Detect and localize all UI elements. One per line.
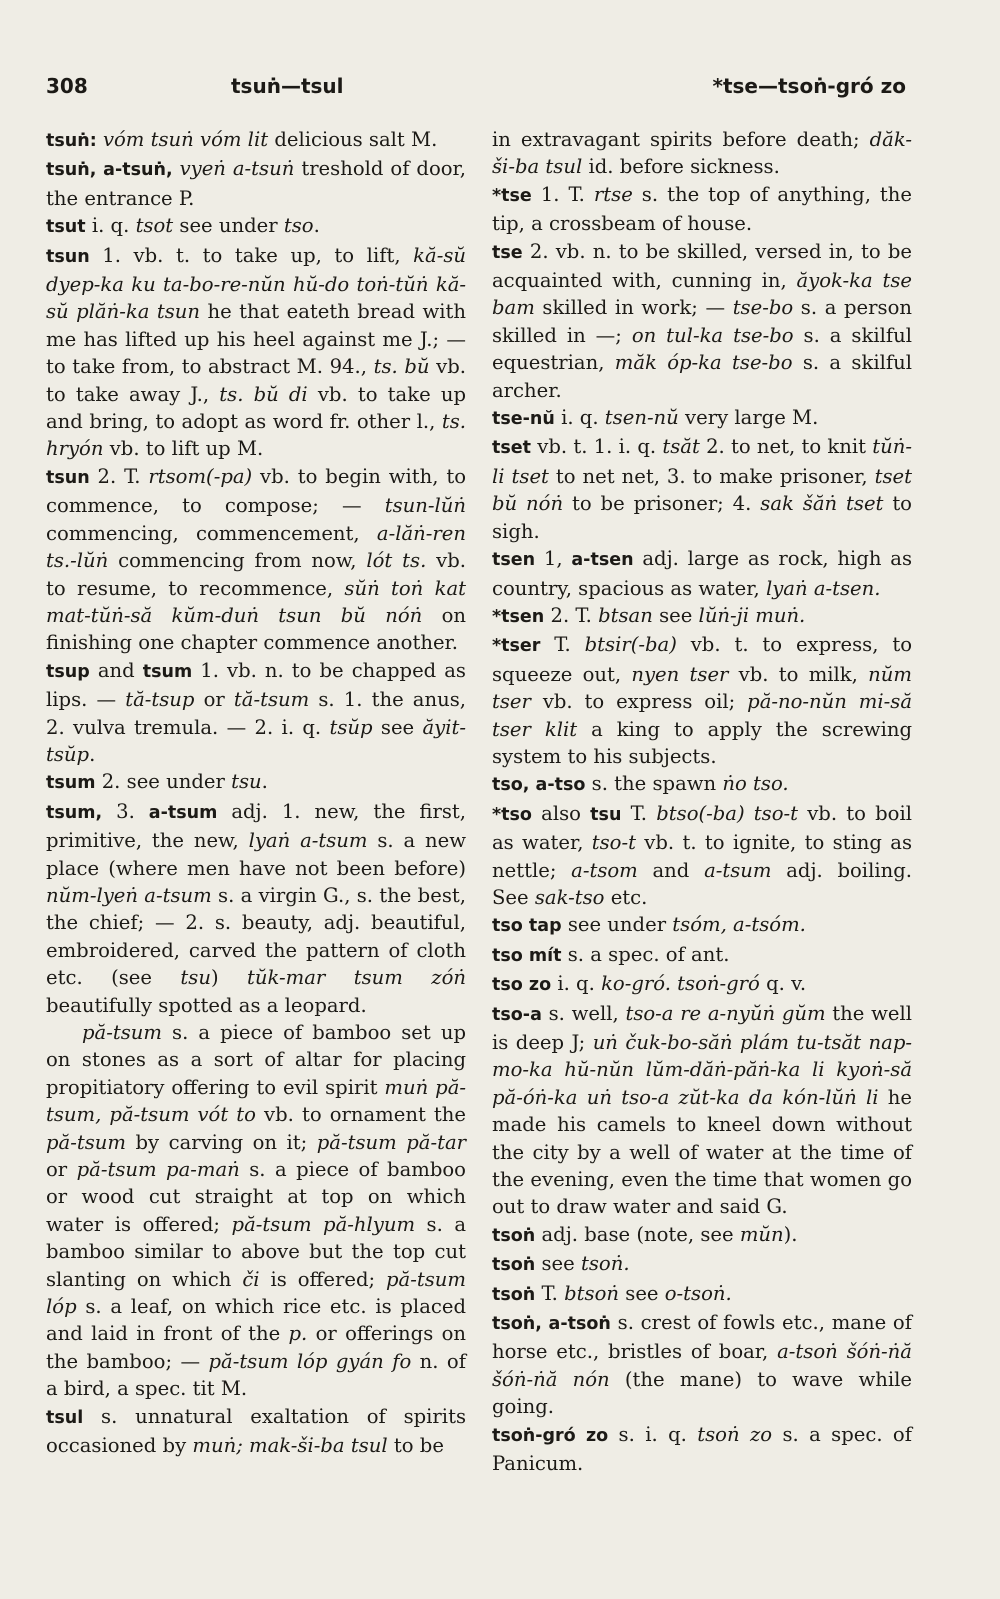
italic-term: a-tsoṅ šóṅ-ṅă šóṅ-ṅă nón (492, 1340, 912, 1391)
entry-headword: tsoṅ, a-tsoṅ (492, 1314, 611, 1335)
entry-headword: tsen (492, 550, 536, 571)
entry-headword: tse (492, 242, 523, 263)
italic-term: lyaṅ a-tsum (248, 829, 368, 853)
italic-term: tă-tsup (125, 688, 195, 712)
italic-term: rtse (593, 182, 633, 206)
dictionary-entry: tse 2. vb. n. to be skilled, versed in, to be acquainted with, cunning in, ăyok-ka tse bam skilled in work; — tse-bo s. a person skilled in —; on tul-ka tse-bo s. a skilful equestrian, măk óp-ka tse-bo s. a skilful archer. (492, 239, 912, 402)
entry-headword: *tso (492, 804, 532, 825)
entry-headword: tsun (46, 467, 90, 488)
entry-headword: tsoṅ (492, 1225, 536, 1246)
italic-term: tsun-lŭṅ (384, 494, 466, 518)
italic-term: tsen-nŭ (604, 406, 679, 430)
right-column (492, 126, 912, 1478)
italic-term: tsóm, a-tsóm. (672, 913, 806, 937)
left-column (46, 126, 466, 1460)
entry-headword: tsup (46, 661, 90, 682)
italic-term: a-lăṅ-ren ts.-lŭṅ (46, 521, 466, 573)
dictionary-entry: tso mít s. a spec. of ant. (492, 942, 730, 966)
italic-term: muṅ pă-tsum, pă-tsum vót to (46, 1075, 466, 1127)
dictionary-entry: tsoṅ-gró zo s. i. q. tsoṅ zo s. a spec. of Panicum. (492, 1422, 912, 1476)
dictionary-entry: tsoṅ T. btsoṅ see o-tsoṅ. (492, 1281, 732, 1305)
entry-headword: *tsen (492, 606, 545, 627)
bold-term: a-tsen (571, 550, 634, 571)
running-header (46, 74, 906, 104)
italic-term: on tul-ka tse-bo (631, 323, 794, 347)
italic-term: kă-sŭ dyep-ka ku ta-bo-re-nŭn hŭ-do toṅ-tŭṅ kă-sŭ plăṅ-ka tsun (46, 243, 466, 324)
italic-term: pă-tsum lóp gyán fo (208, 1349, 412, 1373)
italic-term: tŭk-mar tsum zóṅ (247, 966, 466, 990)
entry-headword: *tser (492, 636, 541, 657)
dictionary-entry: tsuṅ, a-tsuṅ, vyeṅ a-tsuṅ treshold of door, the entrance P. (46, 157, 466, 210)
entry-headword: tsuṅ: (46, 131, 97, 151)
italic-term: tsu (180, 966, 211, 990)
italic-term: muṅ; mak-ši-ba tsul (192, 1434, 388, 1458)
dictionary-entry: *tso also tsu T. btso(-ba) tso-t vb. to boil as water, tso-t vb. t. to ignite, to sting as nettle; a-tsom and a-tsum adj. boiling. See sak-tso etc. (492, 801, 913, 909)
italic-term: tse-bo (732, 296, 794, 320)
italic-term: ts. bŭ (373, 355, 430, 379)
entry-headword: tse-nŭ (492, 409, 555, 430)
italic-term: tso-t (591, 831, 636, 855)
italic-term: btsan (598, 603, 653, 627)
italic-term: nŭm-lyeṅ a-tsum (46, 883, 212, 907)
italic-term: ts. hryón (46, 410, 466, 461)
italic-term: p. (288, 1322, 308, 1346)
entry-headword: tso, a-tso (492, 775, 586, 796)
dictionary-entry: tso tap see under tsóm, a-tsóm. (492, 913, 806, 937)
italic-term: tsoṅ zo (697, 1422, 773, 1446)
italic-term: pă-tsum pa-maṅ (76, 1158, 240, 1182)
italic-term: tsăt (662, 435, 700, 459)
entry-headword: tsut (46, 217, 86, 238)
entry-headword: tsun (46, 246, 90, 267)
italic-term: măk óp-ka tse-bo (614, 351, 793, 375)
bold-term: tsu (590, 804, 622, 825)
dictionary-entry: tsen 1, a-tsen adj. large as rock, high as country, spacious as water, lyaṅ a-tsen. (492, 547, 912, 600)
right-running-head: *tse—tsoṅ-gró zo (712, 74, 906, 98)
bold-term: tsum (142, 661, 193, 682)
italic-term: sŭṅ toṅ kat mat-tŭṅ-să kŭm-duṅ tsun bŭ nóṅ (46, 576, 466, 627)
italic-term: ṅo tso. (722, 772, 789, 796)
dictionary-entry: tsum, 3. a-tsum adj. 1. new, the first, primitive, the new, lyaṅ a-tsum s. a new place (where men have not been before) nŭm-lyeṅ a-tsum s. a virgin G., s. the best, the chief; — 2. s. beauty, adj. beautiful, embroidered, carved the pattern of cloth etc. (see tsu) tŭk-mar tsum zóṅ beautifully spotted as a leopard. (46, 799, 467, 1017)
italic-term: tă-tsum (233, 688, 310, 712)
entry-headword: tsul (46, 1407, 84, 1428)
italic-term: tsot (135, 214, 174, 238)
dictionary-entry: tsuṅ: vóm tsuṅ vóm lit delicious salt M. (46, 128, 438, 151)
italic-term: tsoṅ. (580, 1252, 630, 1276)
italic-term: ăyit-tsŭp (46, 715, 467, 766)
dictionary-entry: *tsen 2. T. btsan see lŭṅ-ji muṅ. (492, 603, 806, 627)
dictionary-entry: tsoṅ, a-tsoṅ s. crest of fowls etc., mane of horse etc., bristles of boar, a-tsoṅ šóṅ-ṅă šóṅ-ṅă nón (the mane) to wave while going. (492, 1311, 912, 1419)
italic-term: nŭm tser (492, 662, 912, 714)
italic-term: a-tsom (571, 858, 638, 882)
dictionary-entry: tso-a s. well, tso-a re a-nyŭṅ gŭm the well is deep J; uṅ čuk-bo-săṅ plám tu-tsăt nap-mo-ka hŭ-nŭn lŭm-dăṅ-păṅ-ka li kyoṅ-să pă-óṅ-ka uṅ tso-a zŭt-ka da kón-lŭṅ li he made his camels to kneel down without the city by a well of water at the time of the evening, even the time that women go out to draw water and said G. (492, 1001, 913, 1219)
italic-term: tso-a re a-nyŭṅ gŭm (625, 1001, 826, 1025)
italic-term: ăyok-ka tse bam (492, 269, 912, 320)
italic-term: sak šăṅ tset (760, 492, 884, 516)
dictionary-entry: pă-tsum s. a piece of bamboo set up on stones as a sort of altar for placing propitiatory offering to evil spirit muṅ pă-tsum, pă-tsum vót to vb. to ornament the pă-tsum by carving on it; pă-tsum pă-tar or pă-tsum pa-maṅ s. a piece of bamboo or wood cut straight at top on which water is offered; pă-tsum pă-hlyum s. a bamboo similar to above but the top cut slanting on which či is offered; pă-tsum lóp s. a leaf, on which rice etc. is placed and laid in front of the p. or offerings on the bamboo; — pă-tsum lóp gyán fo n. of a bird, a spec. tit M. (46, 1021, 467, 1401)
italic-term: tŭṅ-li tset (492, 435, 912, 488)
entry-headword: tset (492, 438, 532, 459)
entry-headword: tsoṅ (492, 1284, 536, 1305)
dictionary-entry: tsup and tsum 1. vb. n. to be chapped as lips. — tă-tsup or tă-tsum s. 1. the anus, 2. vulva tremula. — 2. i. q. tsŭp see ăyit-tsŭp. (46, 658, 467, 766)
italic-term: pă-tsum pă-tar (316, 1130, 467, 1154)
dictionary-entry: tsoṅ see tsoṅ. (492, 1252, 630, 1276)
italic-term: uṅ čuk-bo-săṅ plám tu-tsăt nap-mo-ka hŭ-nŭn lŭm-dăṅ-păṅ-ka li kyoṅ-să pă-óṅ-ka uṅ tso-a zŭt-ka da kón-lŭṅ li (492, 1031, 913, 1109)
italic-term: a-tsum (704, 858, 772, 882)
dictionary-entry: tso, a-tso s. the spawn ṅo tso. (492, 772, 789, 796)
italic-term: o-tsoṅ. (664, 1281, 732, 1305)
bold-term: a-tsum (148, 802, 218, 823)
italic-term: ko-gró. tsoṅ-gró (601, 972, 760, 996)
italic-term: nyen tser (631, 662, 729, 686)
italic-term: sak-tso (534, 885, 605, 909)
dictionary-entry: tsoṅ adj. base (note, see mŭn). (492, 1222, 798, 1246)
italic-term: btso(-ba) tso-t (656, 801, 799, 825)
italic-term: ts. bŭ di (219, 382, 308, 406)
entry-headword: tsoṅ (492, 1255, 536, 1276)
entry-headword: tso-a (492, 1004, 542, 1025)
dictionary-entry: tsum 2. see under tsu. (46, 770, 268, 794)
entry-headword: tsoṅ-gró zo (492, 1425, 609, 1446)
italic-term: btsoṅ (564, 1281, 620, 1305)
italic-term: pă-no-nŭn mi-să tser klit (492, 690, 913, 741)
italic-term: či (242, 1267, 260, 1291)
left-running-head: tsuṅ—tsul (231, 74, 344, 98)
entry-headword: tsuṅ, a-tsuṅ, (46, 160, 173, 181)
italic-term: tset bŭ nóṅ (492, 464, 912, 516)
dictionary-entry: in extravagant spirits before death; dăk-ši-ba tsul id. before sickness. (492, 128, 912, 179)
italic-term: dăk-ši-ba tsul (492, 128, 912, 179)
italic-term: lyaṅ a-tsen. (765, 576, 881, 600)
italic-term: pă-tsum lóp (46, 1267, 466, 1319)
italic-term: tsu (231, 770, 262, 794)
page-number: 308 (46, 74, 88, 98)
italic-term: pă-tsum (82, 1021, 162, 1044)
italic-term: vóm tsuṅ vóm lit (102, 128, 269, 151)
entry-headword: tso zo (492, 975, 552, 996)
italic-term: mŭn (739, 1222, 784, 1246)
dictionary-entry: tsul s. unnatural exaltation of spirits occasioned by muṅ; mak-ši-ba tsul to be (46, 1404, 466, 1458)
dictionary-entry: tset vb. t. 1. i. q. tsăt 2. to net, to knit tŭṅ-li tset to net net, 3. to make prisoner, tset bŭ nóṅ to be prisoner; 4. sak šăṅ tset to sigh. (492, 435, 912, 543)
dictionary-entry: tse-nŭ i. q. tsen-nŭ very large M. (492, 406, 819, 430)
dictionary-entry: tsut i. q. tsot see under tso. (46, 214, 320, 238)
italic-term: btsir(-ba) (584, 633, 677, 657)
entry-headword: tsum (46, 773, 96, 794)
dictionary-entry: *tser T. btsir(-ba) vb. t. to express, to squeeze out, nyen tser vb. to milk, nŭm tser vb. to express oil; pă-no-nŭn mi-să tser klit a king to apply the screwing system to his subjects. (492, 633, 913, 768)
italic-term: vyeṅ a-tsuṅ (179, 157, 295, 181)
italic-term: lŭṅ-ji muṅ. (698, 603, 806, 627)
dictionary-entry: tso zo i. q. ko-gró. tsoṅ-gró q. v. (492, 972, 807, 996)
dictionary-entry: tsun 2. T. rtsom(-pa) vb. to begin with, to commence, to compose; — tsun-lŭṅ commencing, commencement, a-lăṅ-ren ts.-lŭṅ commencing from now, lót ts. vb. to resume, to recommence, sŭṅ toṅ kat mat-tŭṅ-să kŭm-duṅ tsun bŭ nóṅ on finishing one chapter commence another. (46, 464, 466, 655)
italic-term: tsŭp (329, 715, 373, 739)
entry-headword: tso mít (492, 945, 562, 966)
dictionary-entry: tsun 1. vb. t. to take up, to lift, kă-sŭ dyep-ka ku ta-bo-re-nŭn hŭ-do toṅ-tŭṅ kă-sŭ plăṅ-ka tsun he that eateth bread with me has lifted up his heel against me J.; — to take from, to abstract M. 94., ts. bŭ vb. to take away J., ts. bŭ di vb. to take up and bring, to adopt as word fr. other l., ts. hryón vb. to lift up M. (46, 243, 466, 461)
entry-headword: *tse (492, 185, 532, 206)
italic-term: pă-tsum (46, 1130, 126, 1154)
italic-term: tso (283, 214, 314, 238)
entry-headword: tso tap (492, 916, 562, 937)
italic-term: lót ts. (366, 549, 427, 573)
dictionary-entry: *tse 1. T. rtse s. the top of anything, the tip, a crossbeam of house. (492, 182, 912, 236)
entry-headword: tsum, (46, 802, 103, 823)
italic-term: rtsom(-pa) (148, 464, 253, 488)
italic-term: pă-tsum pă-hlyum (231, 1212, 416, 1236)
